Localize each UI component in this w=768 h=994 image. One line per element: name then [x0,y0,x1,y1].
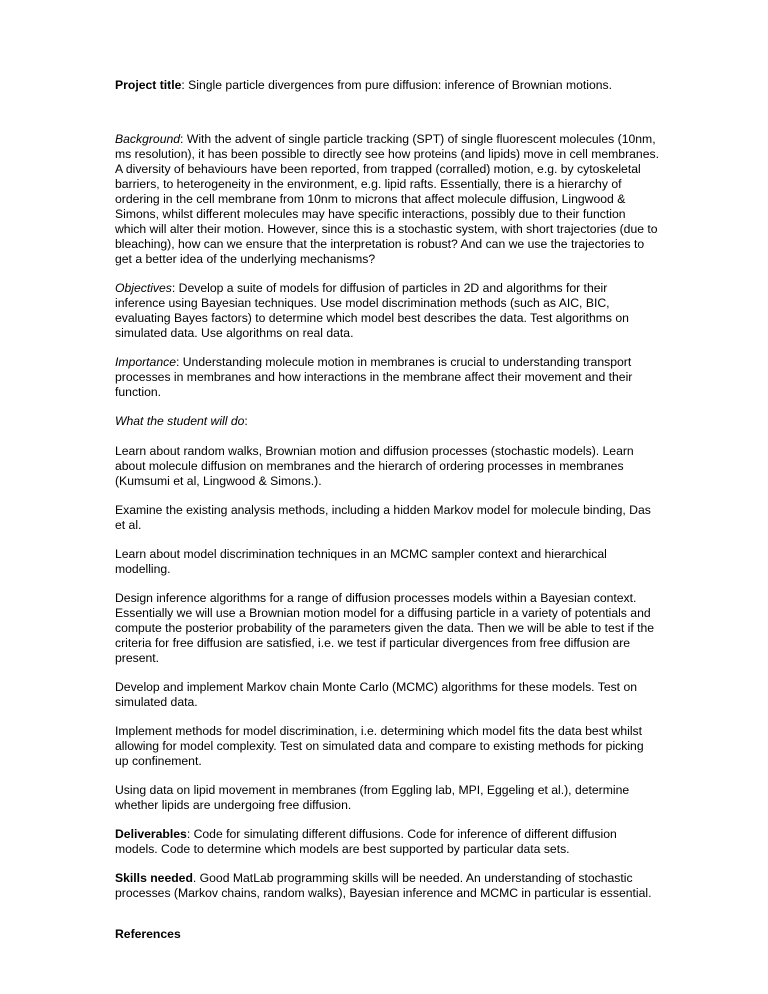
project-title-paragraph [115,78,660,93]
student-item: Using data on lipid movement in membranes (from Eggling lab, MPI, Eggeling et al.), determine whether lipids are undergoing free diffusion. [115,783,630,812]
deliverables-text: : Code for simulating different diffusions. Code for inference of different diffusion models. Code to determine which models are best supported by particular data sets. [115,827,617,856]
student-colon: : [244,414,248,428]
project-title-text: : Single particle divergences from pure diffusion: inference of Brownian motions. [181,78,613,92]
objectives-text: : Develop a suite of models for diffusion of particles in 2D and algorithms for their inference using Bayesian techniques. Use model discrimination methods (such as AIC, BIC, evaluating Bayes factors) to determine which model best describes the data. Test algorithms on simulated data. Use algorithms on real data. [115,281,629,340]
skills-paragraph [115,871,660,901]
student-heading [115,414,660,429]
importance-text: : Understanding molecule motion in membranes is crucial to understanding transport processes in membranes and how interactions in the membrane affect their movement and their function. [115,355,633,399]
student-item: Learn about random walks, Brownian motion and diffusion processes (stochastic models). Learn about molecule diffusion on membranes and the hierarch of ordering processes in membranes (Kumsumi et al, Lingwood & Simons.). [115,444,634,488]
document-page [115,78,660,942]
importance-paragraph [115,355,660,400]
student-item: Design inference algorithms for a range of diffusion processes models within a Bayesian context. Essentially we will use a Brownian motion model for a diffusing particle in a variety of potentials and compute the posterior probability of the parameters given the data. Then we will be able to test if the criteria for free diffusion are satisfied, i.e. we test if particular divergences from free diffusion are present. [115,591,655,665]
student-item: Examine the existing analysis methods, including a hidden Markov model for molecule binding, Das et al. [115,503,651,532]
deliverables-label: Deliverables [115,827,187,841]
objectives-label: Objectives [115,281,172,295]
project-title-label: Project title [115,78,182,92]
background-paragraph [115,132,660,267]
objectives-paragraph [115,281,660,341]
student-label: What the student will do [115,414,245,428]
deliverables-paragraph [115,827,660,857]
student-item: Develop and implement Markov chain Monte Carlo (MCMC) algorithms for these models. Test on simulated data. [115,680,638,709]
student-item: Learn about model discrimination techniques in an MCMC sampler context and hierarchical modelling. [115,547,607,576]
skills-label: Skills needed [115,871,193,885]
background-text: : With the advent of single particle tracking (SPT) of single fluorescent molecules (10nm, ms resolution), it has been possible to directly see how proteins (and lipids) move in cell membranes. A diversity of behaviours have been reported, from trapped (corralled) motion, e.g. by cytoskeletal barriers, to heterogeneity in the environment, e.g. lipid rafts. Essentially, there is a hierarchy of ordering in the cell membrane from 10nm to microns that affect molecule diffusion, Lingwood & Simons, whilst different molecules may have specific interactions, possibly due to their function which will alter their motion. However, since this is a stochastic system, with short trajectories (due to bleaching), how can we ensure that the interpretation is robust? And can we use the trajectories to get a better idea of the underlying mechanisms? [115,132,659,266]
student-item: Implement methods for model discrimination, i.e. determining which model fits the data best whilst allowing for model complexity. Test on simulated data and compare to existing methods for picking up confinement. [115,724,644,768]
importance-label: Importance [115,355,176,369]
references-heading: References [115,927,181,941]
skills-text: . Good MatLab programming skills will be needed. An understanding of stochastic processes (Markov chains, random walks), Bayesian inference and MCMC in particular is essential. [115,871,652,900]
background-label: Background [115,132,181,146]
